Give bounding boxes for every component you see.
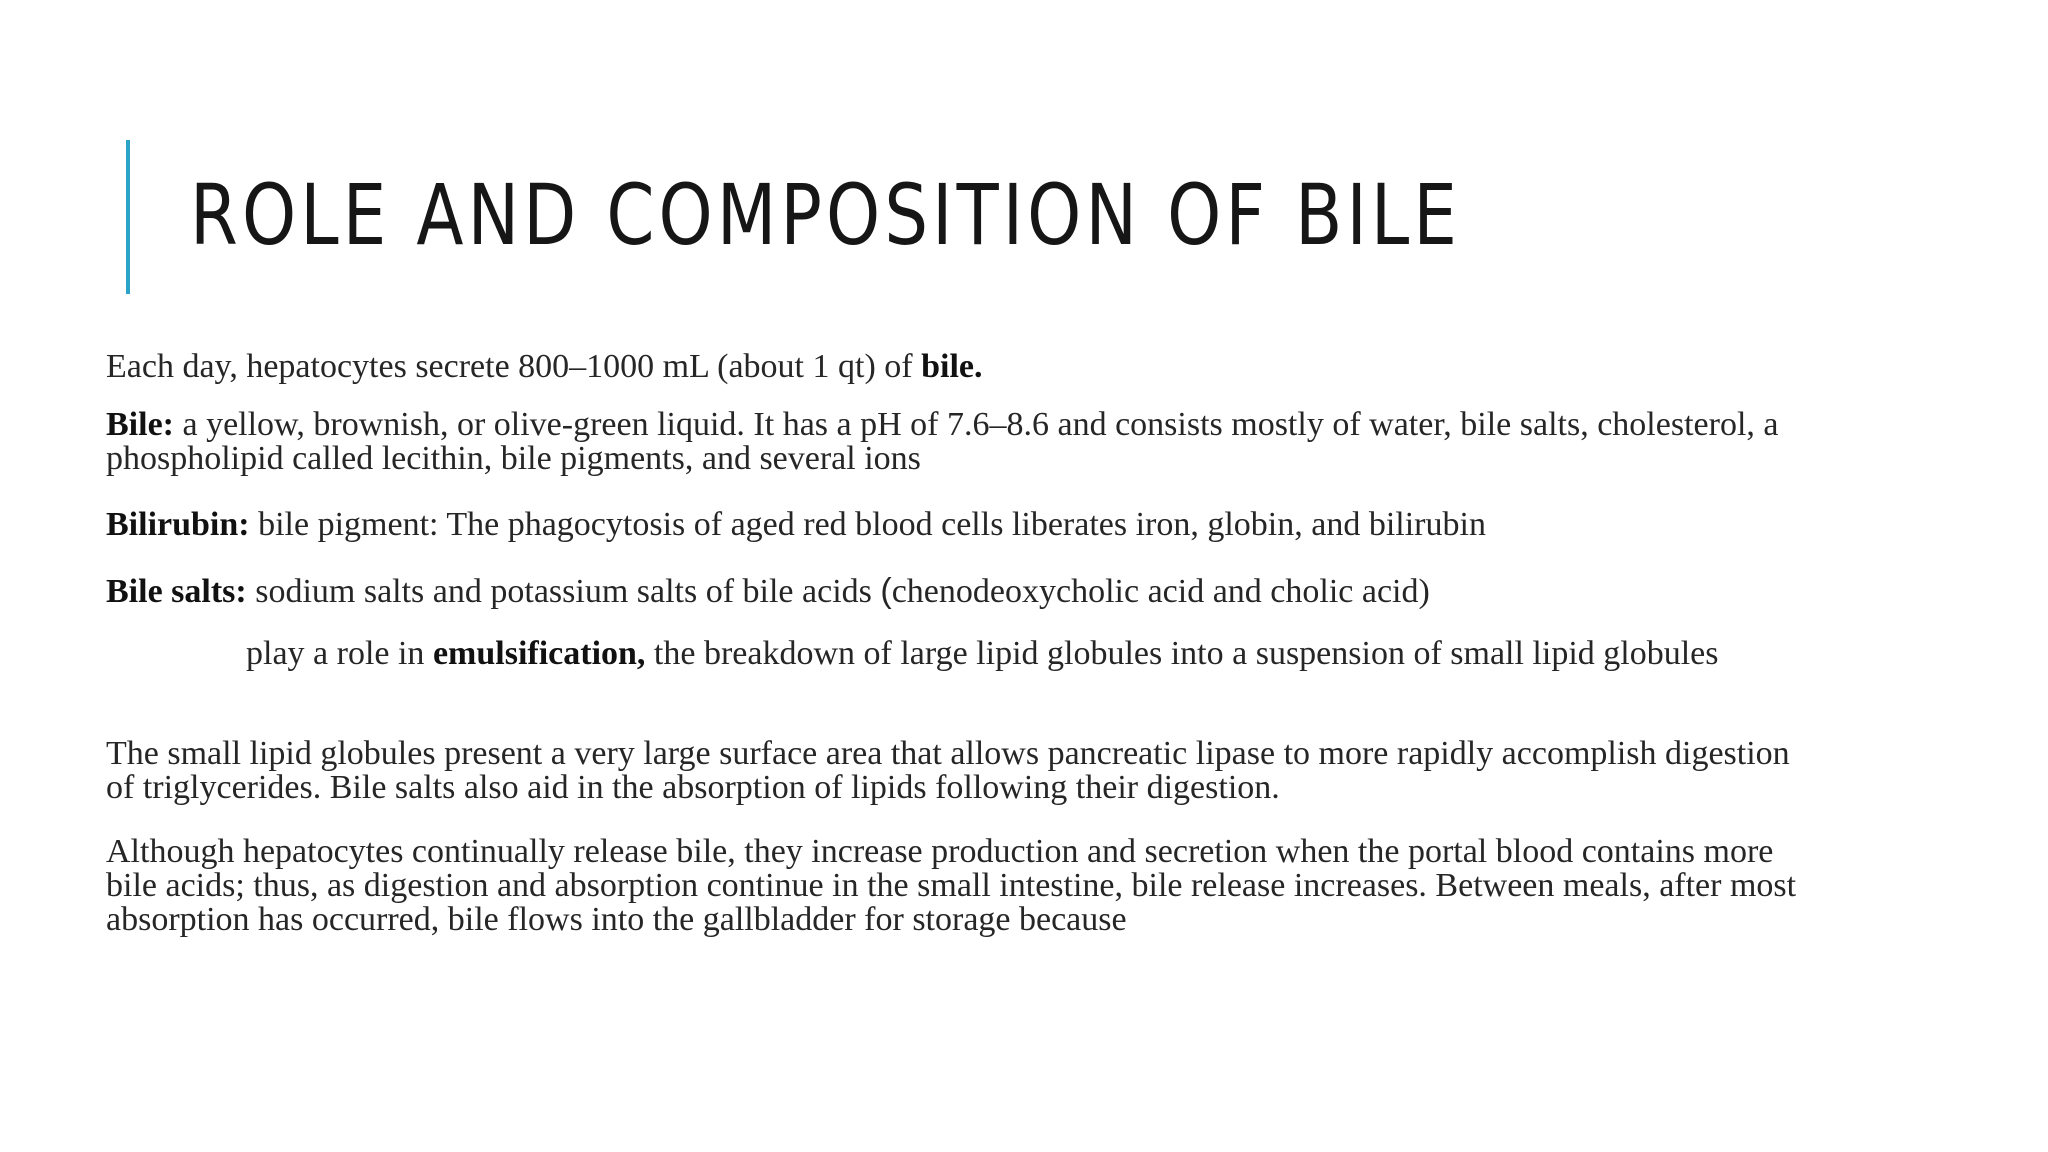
paragraph-text: play a role in (246, 635, 433, 672)
paragraph-emulsification (106, 637, 1806, 671)
bold-term: Bile: (106, 406, 174, 443)
paragraph-text: Each day, hepatocytes secrete 800–1000 mL (about 1 qt) of (106, 348, 922, 385)
bold-term: bile. (921, 348, 983, 385)
slide-title: ROLE AND COMPOSITION OF BILE (190, 166, 1461, 264)
title-accent-bar (126, 140, 130, 294)
paragraph-bile-definition (106, 408, 1806, 476)
bold-term: emulsification, (432, 635, 646, 672)
paragraph-bile-release (106, 835, 1806, 937)
paragraph-text: Although hepatocytes continually release bile, they increase production and secretion when the portal blood contains more bile acids; thus, as digestion and absorption continue in the small intestine, bile release increases. Between meals, after most absorption has occurred, bile flows into the gallbladder for storage because (106, 833, 1797, 938)
bold-term: Bilirubin: (106, 506, 250, 543)
bold-term: Bile salts: (106, 573, 247, 610)
paragraph-bilirubin (106, 508, 1806, 542)
paragraph-text: The small lipid globules present a very large surface area that allows pancreatic lipase to more rapidly accomplish digestion of triglycerides. Bile salts also aid in the absorption of lipids following their digestion. (106, 735, 1790, 806)
paragraph-text: the breakdown of large lipid globules into a suspension of small lipid globules (645, 635, 1719, 672)
paragraph-text: a yellow, brownish, or olive-green liquid. It has a pH of 7.6–8.6 and consists mostly of water, bile salts, cholesterol, a phospholipid called lecithin, bile pigments, and several ions (106, 406, 1779, 477)
slide-body (106, 350, 1806, 937)
paragraph-bile-salts (106, 574, 1806, 609)
paragraph-bile-secretion (106, 350, 1806, 384)
paragraph-text: bile pigment: The phagocytosis of aged red blood cells liberates iron, globin, and bilirubin (249, 506, 1486, 543)
open-parenthesis: ( (880, 572, 892, 610)
paragraph-text: chenodeoxycholic acid and cholic acid) (891, 573, 1430, 610)
paragraph-lipid-globules (106, 737, 1806, 805)
paragraph-text: sodium salts and potassium salts of bile acids (246, 573, 881, 610)
